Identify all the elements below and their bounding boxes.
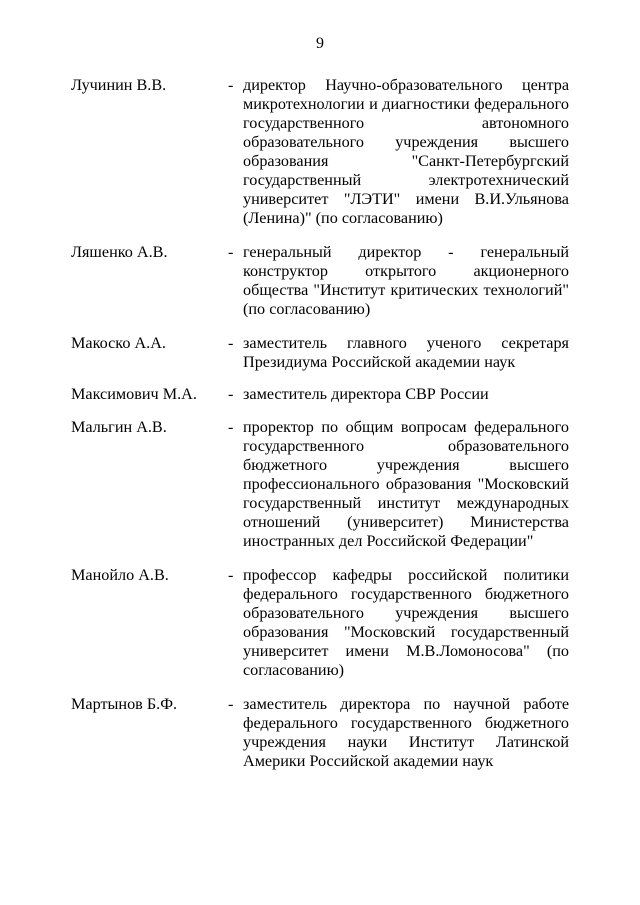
position-description: директор Научно-образовательного центра микротехнологии и диагностики федерального государственного автономного образовательного учреждения высшего образования "Санкт-Петербургский государственный электротехнический университет "ЛЭТИ" имени В.И.Ульянова (Ленина)" (по согласованию) [243,76,569,227]
page-number: 9 [316,35,324,52]
dash-separator: - [228,385,234,403]
dash-separator: - [228,334,234,352]
dash-separator: - [228,418,234,436]
person-name: Лучинин В.В. [71,76,167,94]
person-name: Манойло А.В. [71,566,169,584]
position-description: заместитель главного ученого секретаря Президиума Российской академии наук [243,334,569,371]
person-name: Ляшенко А.В. [71,243,168,261]
person-name: Макоско А.А. [71,334,166,352]
person-name: Максимович М.А. [71,385,197,403]
dash-separator: - [228,243,234,261]
dash-separator: - [228,76,234,94]
position-description: профессор кафедры российской политики федерального государственного бюджетного образовательного учреждения высшего образования "Московский государственный университет имени М.В.Ломоносова" (по согласованию) [243,566,569,679]
person-name: Мальгин А.В. [71,418,167,436]
dash-separator: - [228,695,234,713]
position-description: заместитель директора СВР России [243,385,489,403]
person-name: Мартынов Б.Ф. [71,695,178,713]
dash-separator: - [228,566,234,584]
position-description: заместитель директора по научной работе федерального государственного бюджетного учреждения науки Институт Латинской Америки Российской академии наук [243,695,569,770]
position-description: проректор по общим вопросам федерального государственного образовательного бюджетного учреждения высшего профессионального образования "Московский государственный институт международных отношений (университет) Министерства иностранных дел Российской Федерации" [243,418,569,550]
position-description: генеральный директор - генеральный конструктор открытого акционерного общества "Институт критических технологий" (по согласованию) [243,243,569,318]
